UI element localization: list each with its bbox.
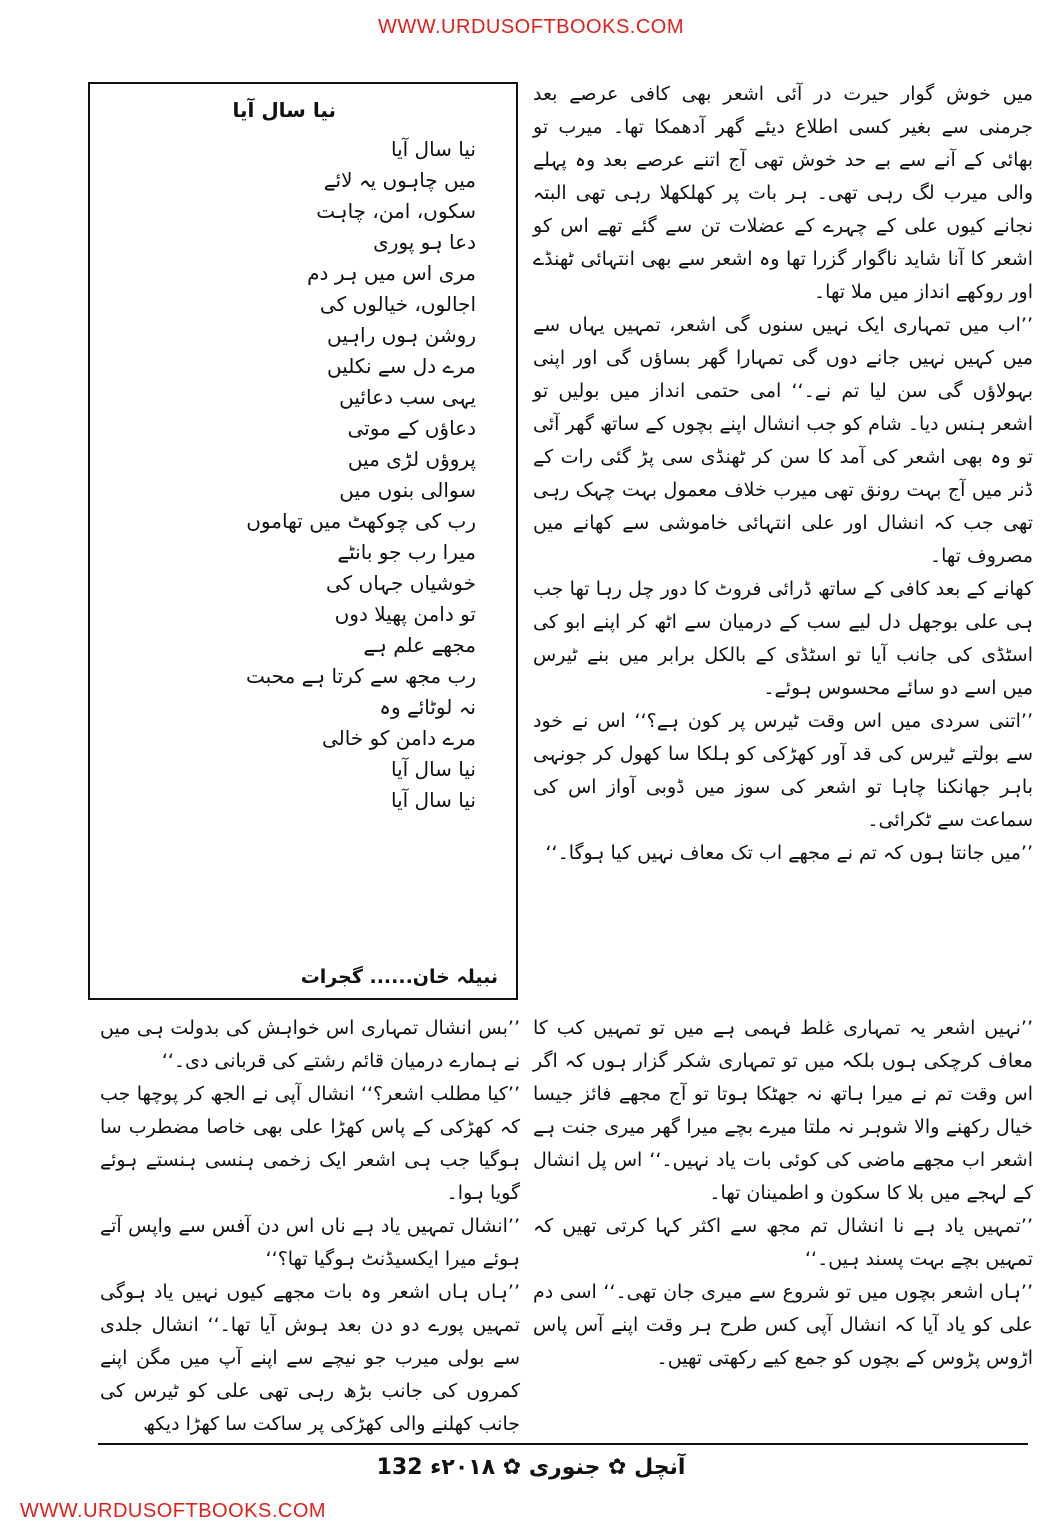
poem-line: نیا سال آیا bbox=[390, 757, 476, 781]
poem-line: اجالوں، خیالوں کی bbox=[319, 292, 476, 316]
poem-line: میرا رب جو بانٹے bbox=[337, 540, 476, 564]
poem-lines bbox=[146, 134, 476, 816]
poem-box bbox=[88, 82, 518, 1000]
poem-title: نیا سال آیا bbox=[232, 98, 336, 122]
poem-line: مجھے علم ہے bbox=[363, 633, 476, 657]
page-footer: آنچل ✿ جنوری ✿ ۲۰۱۸ء 132 bbox=[376, 1455, 686, 1480]
poem-line: روشن ہوں راہیں bbox=[327, 323, 476, 347]
poem-line: نیا سال آیا bbox=[390, 788, 476, 812]
footer-url[interactable]: WWW.URDUSOFTBOOKS.COM bbox=[20, 1500, 327, 1522]
poem-line: مرے دل سے نکلیں bbox=[327, 354, 476, 378]
poem-line: دعا ہو پوری bbox=[373, 230, 476, 254]
poem-line: رب کی چوکھٹ میں تھاموں bbox=[246, 509, 476, 533]
story-column-right-bottom: ’’نہیں اشعر یہ تمہاری غلط فہمی ہے میں تو تمہیں کب کا معاف کرچکی ہوں بلکہ میں تو تمہاری شکر گزار ہوں کہ اگر اس وقت تم نے میرا ہاتھ نہ جھٹکا ہوتا تو آج مجھے فائز جیسا خیال رکھنے والا شوہر نہ ملتا میرے بچے میرا گھر میری جنت ہے اشعر اب مجھے ماضی کی کوئی بات یاد نہیں۔‘‘ اس پل انشال کے لہجے میں بلا کا سکون و اطمینان تھا۔ ’’تمہیں یاد ہے نا انشال تم مجھ سے اکثر کہا کرتی تھیں کہ تمہیں بچے بہت پسند ہیں۔‘‘ ’’ہاں اشعر بچوں میں تو شروع سے میری جان تھی۔‘‘ اسی دم علی کو یاد آیا کہ انشال آپی کس طرح ہر وقت اپنے آس پاس اڑوس پڑوس کے بچوں کو جمع کیے رکھتی تھیں۔ bbox=[533, 1017, 1033, 1369]
poem-line: میں چاہوں یہ لائے bbox=[323, 168, 476, 192]
story-column-left-bottom: ’’بس انشال تمہاری اس خواہش کی بدولت ہی میں نے ہمارے درمیان قائم رشتے کی قربانی دی۔‘‘ ’’کیا مطلب اشعر؟‘‘ انشال آپی نے الجھ کر پوچھا جب کہ کھڑکی کے پاس کھڑا علی بھی خاصا مضطرب سا ہوگیا جب ہی اشعر ایک زخمی ہنسی ہنستے ہوئے گویا ہوا۔ ’’انشال تمہیں یاد ہے ناں اس دن آفس سے واپس آتے ہوئے میرا ایکسیڈنٹ ہوگیا تھا؟‘‘ ’’ہاں ہاں اشعر وہ بات مجھے کیوں نہیں یاد ہوگی تمہیں پورے دو دن بعد ہوش آیا تھا۔‘‘ انشال جلدی سے بولی میرب جو نیچے سے اپنے آپ میں مگن اپنے کمروں کی جانب بڑھ رہی تھی علی کو ٹیرس کی جانب کھلنے والی کھڑکی پر ساکت سا کھڑا دیکھ bbox=[100, 1017, 520, 1435]
poem-line: مرے دامن کو خالی bbox=[321, 726, 476, 750]
footer-divider bbox=[98, 1443, 1028, 1445]
poem-line: سوالی بنوں میں bbox=[339, 478, 476, 502]
poem-line: نیا سال آیا bbox=[390, 137, 476, 161]
header-url[interactable]: WWW.URDUSOFTBOOKS.COM bbox=[377, 16, 685, 38]
poem-line: دعاؤں کے موتی bbox=[347, 416, 476, 440]
poem-line: پروؤں لڑی میں bbox=[347, 447, 476, 471]
poem-line: تو دامن پھیلا دوں bbox=[334, 602, 476, 626]
poem-line: مری اس میں ہر دم bbox=[307, 261, 476, 285]
poem-line: نہ لوٹائے وہ bbox=[379, 695, 476, 719]
story-column-right-top: میں خوش گوار حیرت در آئی اشعر بھی کافی عرصے بعد جرمنی سے بغیر کسی اطلاع دیئے گھر آدھمکا تھا۔ میرب تو بھائی کے آنے سے بے حد خوش تھی آج اتنے عرصے بعد وہ پہلے والی میرب لگ رہی تھی۔ ہر بات پر کھلکھلا رہی تھی البتہ نجانے کیوں علی کے چہرے کے عضلات تن سے گئے تھے اس کو اشعر کا آنا شاید ناگوار گزرا تھا وہ اشعر سے بھی انتہائی ٹھنڈے اور روکھے انداز میں ملا تھا۔ ’’اب میں تمہاری ایک نہیں سنوں گی اشعر، تمہیں یہاں سے میں کہیں نہیں جانے دوں گی تمہارا گھر بساؤں گی اور اپنی بہولاؤں گی سن لیا تم نے۔‘‘ امی حتمی انداز میں بولیں تو اشعر ہنس دیا۔ شام کو جب انشال اپنے بچوں کے ساتھ گھر آئی تو وہ بھی اشعر کی آمد کا سن کر ٹھنڈی سی پڑ گئی رات کے ڈنر میں آج بہت رونق تھی میرب خلاف معمول بہت چہک رہی تھی جب کہ انشال اور علی انتہائی خاموشی سے کھانے میں مصروف تھا۔ کھانے کے بعد کافی کے ساتھ ڈرائی فروٹ کا دور چل رہا تھا جب ہی علی بوجھل دل لیے سب کے درمیان سے اٹھ کر اپنے ابو کی اسٹڈی کی جانب آیا تو اسٹڈی کے بالکل برابر میں بنے ٹیرس میں اسے دو سائے محسوس ہوئے۔ ’’اتنی سردی میں اس وقت ٹیرس پر کون ہے؟‘‘ اس نے خود سے بولتے ٹیرس کی قد آور کھڑکی کو ہلکا سا کھول کر جونہی باہر جھانکنا چاہا تو اشعر کی سوز میں ڈوبی آواز اس کی سماعت سے ٹکرائی۔ ’’میں جانتا ہوں کہ تم نے مجھے اب تک معاف نہیں کیا ہوگا۔‘‘ bbox=[533, 83, 1033, 864]
poem-line: سکوں، امن، چاہت bbox=[316, 199, 476, 223]
poem-line: رب مجھ سے کرتا ہے محبت bbox=[246, 664, 476, 688]
poem-author: نبیلہ خان...... گجرات bbox=[300, 966, 498, 988]
poem-line: یہی سب دعائیں bbox=[339, 385, 476, 409]
poem-line: خوشیاں جہاں کی bbox=[325, 571, 476, 595]
